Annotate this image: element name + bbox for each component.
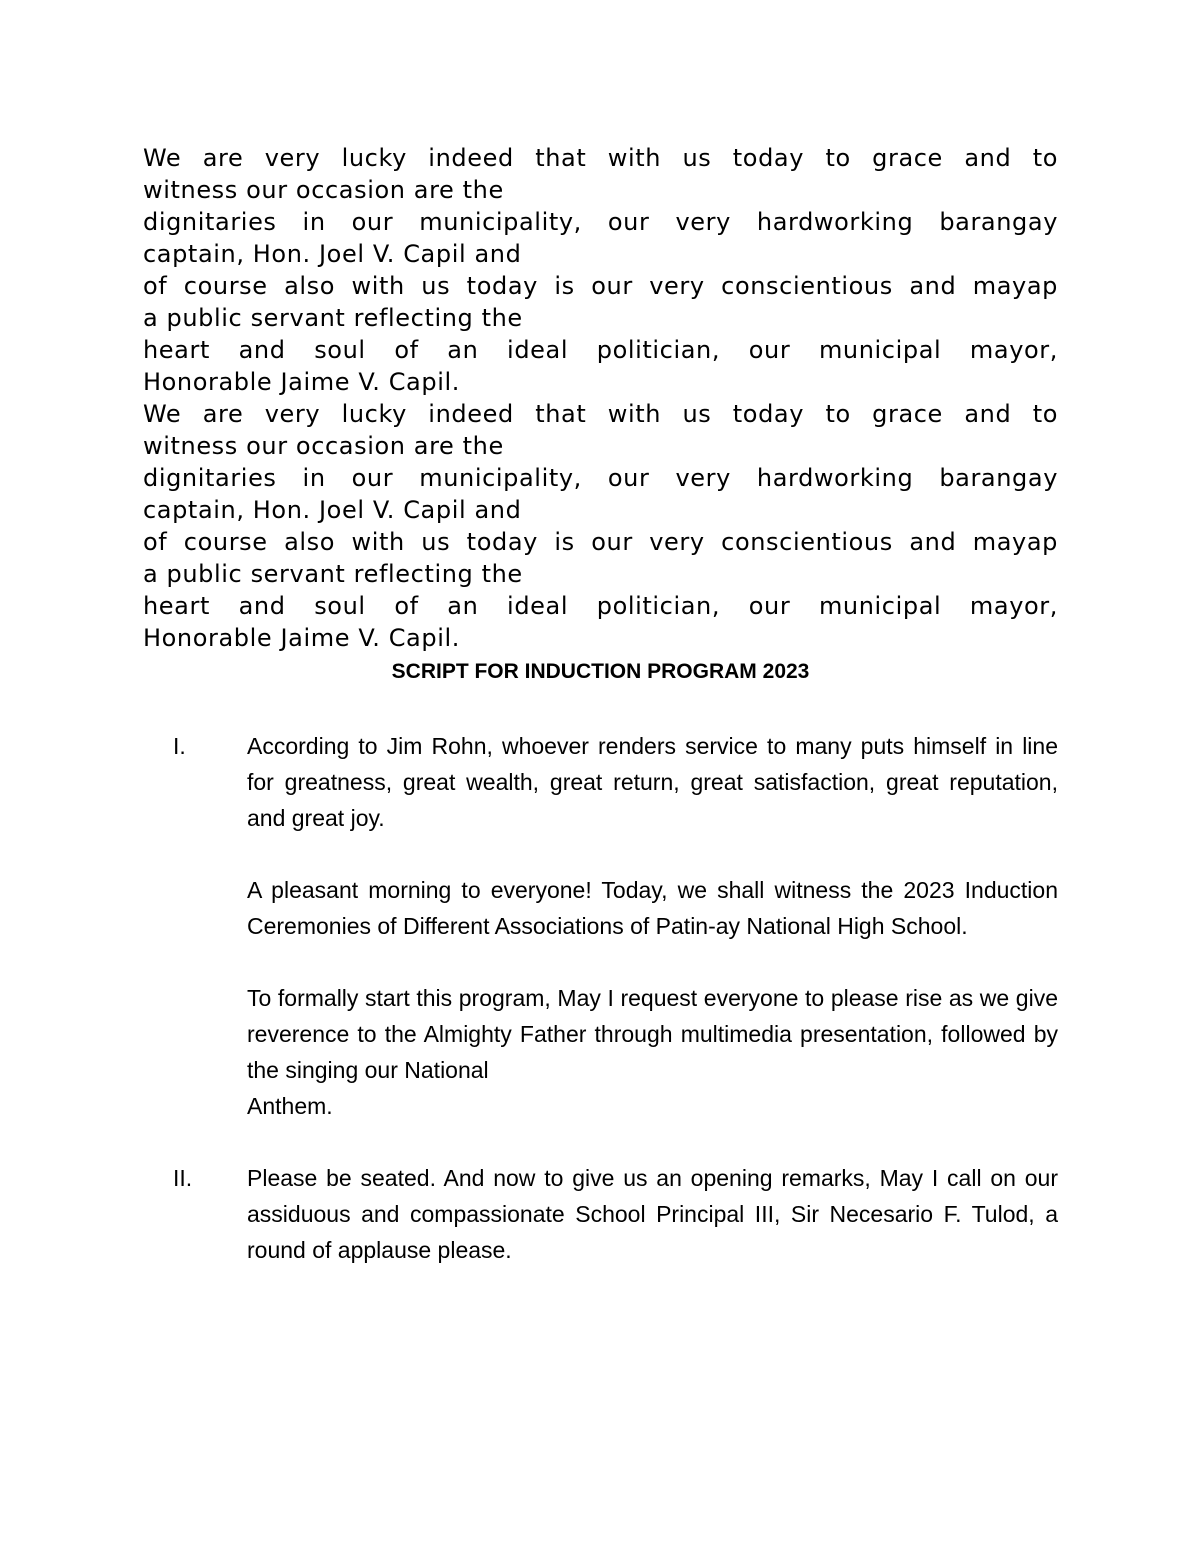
intro-section — [143, 142, 1058, 654]
intro-line: witness our occasion are the — [143, 176, 504, 204]
list-item — [143, 728, 1058, 1124]
intro-line: captain, Hon. Joel V. Capil and — [143, 240, 522, 268]
intro-line: dignitaries in our municipality, our very hardworking barangay — [143, 464, 1058, 492]
intro-line: of course also with us today is our very conscientious and mayap — [143, 272, 1058, 300]
intro-line: of course also with us today is our very conscientious and mayap — [143, 528, 1058, 556]
item-paragraph: Please be seated. And now to give us an opening remarks, May I call on our assiduous and compassionate School Principal III, Sir Necesario F. Tulod, a round of applause please. — [247, 1165, 1058, 1263]
intro-paragraph — [143, 590, 1058, 654]
program-list — [143, 728, 1058, 1304]
intro-line: heart and soul of an ideal politician, our municipal mayor, — [143, 336, 1058, 364]
intro-line: captain, Hon. Joel V. Capil and — [143, 496, 522, 524]
intro-line: We are very lucky indeed that with us today to grace and to — [143, 144, 1058, 172]
intro-paragraph — [143, 462, 1058, 526]
item-paragraph: A pleasant morning to everyone! Today, we shall witness the 2023 Induction Ceremonies of Different Associations of Patin-ay National High School. — [247, 877, 1058, 939]
item-paragraph-text: To formally start this program, May I request everyone to please rise as we give reverence to the Almighty Father through multimedia presentation, followed by the singing our National — [247, 985, 1058, 1083]
intro-paragraph — [143, 270, 1058, 334]
intro-line: Honorable Jaime V. Capil. — [143, 624, 460, 652]
document-title: SCRIPT FOR INDUCTION PROGRAM 2023 — [391, 660, 810, 683]
item-paragraph-end: Anthem. — [247, 1093, 333, 1119]
intro-paragraph — [143, 398, 1058, 462]
list-numeral: I. — [173, 733, 186, 759]
intro-line: dignitaries in our municipality, our very hardworking barangay — [143, 208, 1058, 236]
intro-line: We are very lucky indeed that with us today to grace and to — [143, 400, 1058, 428]
intro-paragraph — [143, 142, 1058, 206]
intro-line: Honorable Jaime V. Capil. — [143, 368, 460, 396]
intro-paragraph — [143, 206, 1058, 270]
intro-paragraph — [143, 334, 1058, 398]
item-paragraph — [247, 980, 1058, 1124]
intro-line: witness our occasion are the — [143, 432, 504, 460]
intro-line: heart and soul of an ideal politician, our municipal mayor, — [143, 592, 1058, 620]
list-numeral: II. — [173, 1165, 193, 1191]
intro-line: a public servant reflecting the — [143, 304, 523, 332]
intro-paragraph — [143, 526, 1058, 590]
item-paragraph: According to Jim Rohn, whoever renders service to many puts himself in line for greatness, great wealth, great return, great satisfaction, great reputation, and great joy. — [247, 733, 1058, 831]
list-item — [143, 1160, 1058, 1268]
intro-line: a public servant reflecting the — [143, 560, 523, 588]
